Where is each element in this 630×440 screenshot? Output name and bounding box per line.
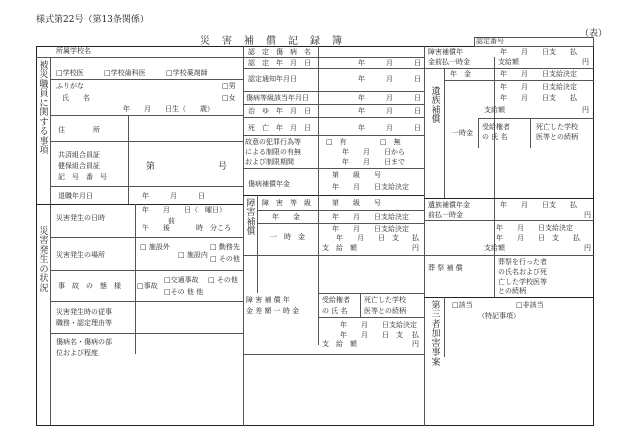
cure-date-field[interactable]: 年 月 日: [358, 107, 421, 115]
divider: [135, 204, 136, 354]
disaster-section-label: 災害発生の状況: [39, 227, 49, 294]
survivor-advance-paid-field[interactable]: 年 月 日支 払: [500, 201, 577, 209]
retire-date-label: 退職年月日: [58, 192, 93, 200]
occur-place-label: 災害発生の場所: [56, 251, 105, 259]
female-checkbox[interactable]: □女: [222, 94, 236, 102]
other-other-checkbox[interactable]: □その 他 他: [164, 288, 204, 296]
injury-pension-label: 傷病補償年金: [248, 180, 290, 188]
advance-pension-label-2: 金前払一時金: [428, 58, 470, 66]
funeral-yen: 円: [584, 244, 591, 252]
lump-sum-paid-field[interactable]: 年 月 日 支: [336, 234, 399, 242]
advance-amount-label: 支給額: [498, 58, 519, 66]
section-divider: [243, 195, 424, 196]
diff-yen: 円: [412, 340, 419, 348]
restriction-no-checkbox[interactable]: □ 無: [380, 138, 401, 146]
kyosai-label-1: 共済組合員証: [58, 151, 100, 159]
diff-decision-field[interactable]: 年 月 日支給決定: [340, 321, 417, 329]
diff-paid-field[interactable]: 年 月 日 支: [340, 331, 403, 339]
survivor-pension-decision-field[interactable]: 年 月 日支給決定: [500, 70, 577, 78]
divider: [50, 333, 243, 334]
injury-label-1: 傷病名・傷病の部: [56, 338, 112, 346]
registration-number-label: 認定番号: [476, 37, 504, 45]
funeral-person-label-3: 亡した学校医等: [498, 278, 547, 286]
survivor-section-label: 遺族補償: [431, 87, 441, 126]
divider: [50, 270, 243, 271]
survivor-relation-label-1: 死亡した学校: [536, 123, 578, 131]
divider: [50, 57, 51, 425]
name-label: 氏 名: [62, 94, 90, 102]
divider: [50, 186, 243, 187]
divider: [50, 237, 243, 238]
survivor-advance-label-1: 遺族補償年金: [428, 201, 470, 209]
survivor-lump-sum-label: 一時金: [452, 129, 473, 137]
divider: [36, 57, 243, 58]
section-divider: [424, 198, 594, 199]
accident-type-label: 事 故 の 態 様: [58, 282, 121, 290]
disability-section-label: 障害補償: [246, 199, 256, 238]
certified-injury-label: 認 定 傷 病 名: [248, 48, 311, 56]
survivor-lump-amount-label: 支給額: [484, 106, 505, 114]
kyosai-label-3: 記 号 番 号: [58, 173, 107, 181]
divider: [318, 293, 424, 294]
divider: [257, 210, 424, 211]
notice-date-field[interactable]: 年 月 日: [358, 75, 421, 83]
lump-sum-paid-suffix: 払: [412, 234, 419, 242]
traffic-accident-checkbox[interactable]: □交通事故: [164, 276, 199, 284]
advance-paid-field[interactable]: 年 月 日支 払: [500, 48, 577, 56]
survivor-beneficiary-label-2: の 氏 名: [482, 133, 508, 141]
divider: [494, 57, 495, 297]
survivor-beneficiary-label-1: 受給権者: [482, 123, 510, 131]
advance-yen: 円: [582, 58, 589, 66]
survivor-lump-decision-field[interactable]: 年 月 日支給決定: [500, 83, 577, 91]
form-number: 様式第22号（第13条関係）: [36, 15, 149, 25]
inside-facility-checkbox[interactable]: □ 施設内: [178, 251, 208, 259]
pension-decision-field[interactable]: 年 月 日支給決定: [332, 213, 409, 221]
third-party-section-label: 第三者加害事案: [431, 301, 441, 368]
divider: [478, 118, 479, 148]
divider: [128, 115, 129, 205]
cure-date-label: 治 ゆ 年 月 日: [248, 107, 311, 115]
ampm-pm[interactable]: 午 後: [142, 224, 170, 232]
restriction-yes-checkbox[interactable]: □ 有: [326, 138, 347, 146]
divider: [444, 80, 594, 81]
occur-datetime-label: 災害発生の日時: [56, 214, 105, 222]
retire-date-field[interactable]: 年 月 日: [142, 192, 205, 200]
divider: [530, 118, 531, 148]
duties-label-1: 災害発生時の従事: [56, 308, 112, 316]
divider: [243, 46, 244, 426]
furigana-label: ふりがな: [56, 82, 84, 90]
divider: [243, 168, 424, 169]
lump-sum-decision-field[interactable]: 年 月 日支給決定: [332, 225, 409, 233]
disability-grade-field[interactable]: 第 級 号: [332, 199, 381, 207]
disability-grade-label: 障 害 等 級: [262, 199, 311, 207]
diff-paid-suffix: 払: [412, 331, 419, 339]
special-notes-label: （特記事項）: [478, 312, 520, 320]
funeral-person-label-1: 葬祭を行った者: [498, 258, 547, 266]
divider: [50, 115, 243, 116]
grade-date-field[interactable]: 年 月 日: [358, 94, 421, 102]
victim-section-label: 被災職員に関する事項: [39, 61, 49, 156]
divider: [50, 141, 243, 142]
injury-label-2: 位および程度: [56, 349, 98, 357]
not-applicable-checkbox[interactable]: □非該当: [516, 301, 544, 309]
divider: [50, 301, 243, 302]
survivor-lump-yen: 円: [582, 106, 589, 114]
funeral-person-label-4: との続柄: [498, 287, 526, 295]
page-title: 災 害 補 償 記 録 簿: [200, 36, 343, 47]
divider: [243, 57, 424, 58]
grade-date-label: 傷病等級該当年月日: [246, 94, 309, 102]
injury-pension-grade-field[interactable]: 第 級 号: [332, 171, 381, 179]
divider: [243, 68, 424, 69]
pension-diff-label-2: 金 差 額 一 時 金: [246, 307, 300, 315]
school-pharmacist-checkbox[interactable]: □学校薬剤師: [166, 69, 208, 77]
injury-pension-decision-field[interactable]: 年 月 日支給決定: [332, 183, 409, 191]
school-dentist-checkbox[interactable]: □学校歯科医: [104, 69, 146, 77]
advance-pension-label-1: 障害補償年: [428, 48, 463, 56]
time-field[interactable]: 時 分ころ: [196, 224, 231, 232]
survivor-advance-label-2: 前払一時金: [428, 211, 463, 219]
divider: [243, 354, 424, 355]
kyosai-label-2: 健保組合員証: [58, 162, 100, 170]
ampm-am[interactable]: 前: [168, 217, 175, 225]
occur-date-field[interactable]: 年 月 日（ 曜日）: [142, 206, 226, 214]
restriction-label-2: による制限の有無: [245, 148, 301, 156]
divider: [50, 79, 243, 80]
school-doctor-checkbox[interactable]: □学校医: [56, 69, 84, 77]
divider: [424, 68, 594, 69]
divider: [360, 293, 361, 317]
lump-sum-label: 一 時 金: [270, 233, 305, 241]
relation-label-2: 医等との続柄: [364, 307, 406, 315]
death-date-field[interactable]: 年 月 日: [358, 124, 421, 132]
applicable-checkbox[interactable]: □該当: [452, 301, 473, 309]
side-label: （表）: [580, 29, 608, 39]
divider: [257, 223, 424, 224]
divider: [243, 255, 424, 256]
accident-checkbox[interactable]: □事故: [137, 282, 158, 290]
other-accident-checkbox[interactable]: □ その他: [208, 276, 238, 284]
divider: [424, 220, 594, 221]
divider: [444, 297, 445, 357]
survivor-advance-yen: 円: [584, 211, 591, 219]
funeral-decision-field[interactable]: 年 月 日支給決定: [496, 224, 573, 232]
divider: [424, 46, 425, 426]
certified-date-label: 認 定 年 月 日: [248, 59, 311, 67]
beneficiary-label-1: 受給権者: [322, 296, 350, 304]
death-date-label: 死 亡 年 月 日: [248, 124, 311, 132]
funeral-person-label-2: の氏名および死: [498, 268, 547, 276]
section-divider: [36, 204, 243, 205]
address-label: 住 所: [58, 126, 100, 134]
birthdate-field[interactable]: 年 月 日生（ 歳）: [123, 105, 214, 113]
diff-amount-label: 支 給 額: [322, 340, 357, 348]
divider: [478, 118, 594, 119]
beneficiary-label-2: の 氏 名: [322, 307, 348, 315]
divider: [243, 135, 424, 136]
survivor-relation-label-2: 医等との続柄: [536, 133, 578, 141]
divider: [243, 91, 424, 92]
funeral-amount-label: 支給額: [484, 244, 505, 252]
section-divider: [424, 297, 594, 298]
duties-label-2: 職務・認定理由等: [56, 319, 112, 327]
restriction-label-1: 故意の犯罪行為等: [245, 138, 301, 146]
dai-label: 第: [146, 162, 156, 172]
survivor-pension-label: 年 金: [450, 70, 471, 78]
survivor-lump-paid-field[interactable]: 年 月 日支 払: [500, 94, 577, 102]
divider: [243, 104, 424, 105]
funeral-label: 葬 祭 補 償: [428, 264, 463, 272]
relation-label-1: 死亡した学校: [364, 296, 406, 304]
lump-sum-yen: 円: [412, 244, 419, 252]
go-label: 号: [218, 162, 228, 172]
outside-facility-checkbox[interactable]: □ 施設外: [140, 243, 170, 251]
school-name-label: 所属学校名: [56, 47, 91, 55]
workplace-checkbox[interactable]: □ 勤務先: [210, 243, 240, 251]
other-place-checkbox[interactable]: □ その他: [210, 255, 240, 263]
restriction-label-3: および制限期間: [245, 158, 294, 166]
notice-date-label: 認定通知年月日: [248, 75, 297, 83]
pension-label: 年 金: [272, 213, 300, 221]
pension-diff-label-1: 障 害 補 償 年: [246, 296, 290, 304]
divider: [318, 195, 319, 345]
lump-sum-amount-label: 支 給 額: [322, 244, 357, 252]
restriction-from-field[interactable]: 年 月 日から: [342, 148, 405, 156]
restriction-to-field[interactable]: 年 月 日まで: [342, 158, 405, 166]
divider: [318, 317, 424, 318]
male-checkbox[interactable]: □男: [222, 82, 236, 90]
divider: [424, 255, 594, 256]
funeral-paid-field[interactable]: 年 月 日 支 払: [496, 234, 580, 242]
certified-date-field[interactable]: 年 月 日: [358, 59, 421, 67]
divider: [318, 46, 319, 204]
divider: [243, 117, 424, 118]
divider: [444, 68, 445, 198]
